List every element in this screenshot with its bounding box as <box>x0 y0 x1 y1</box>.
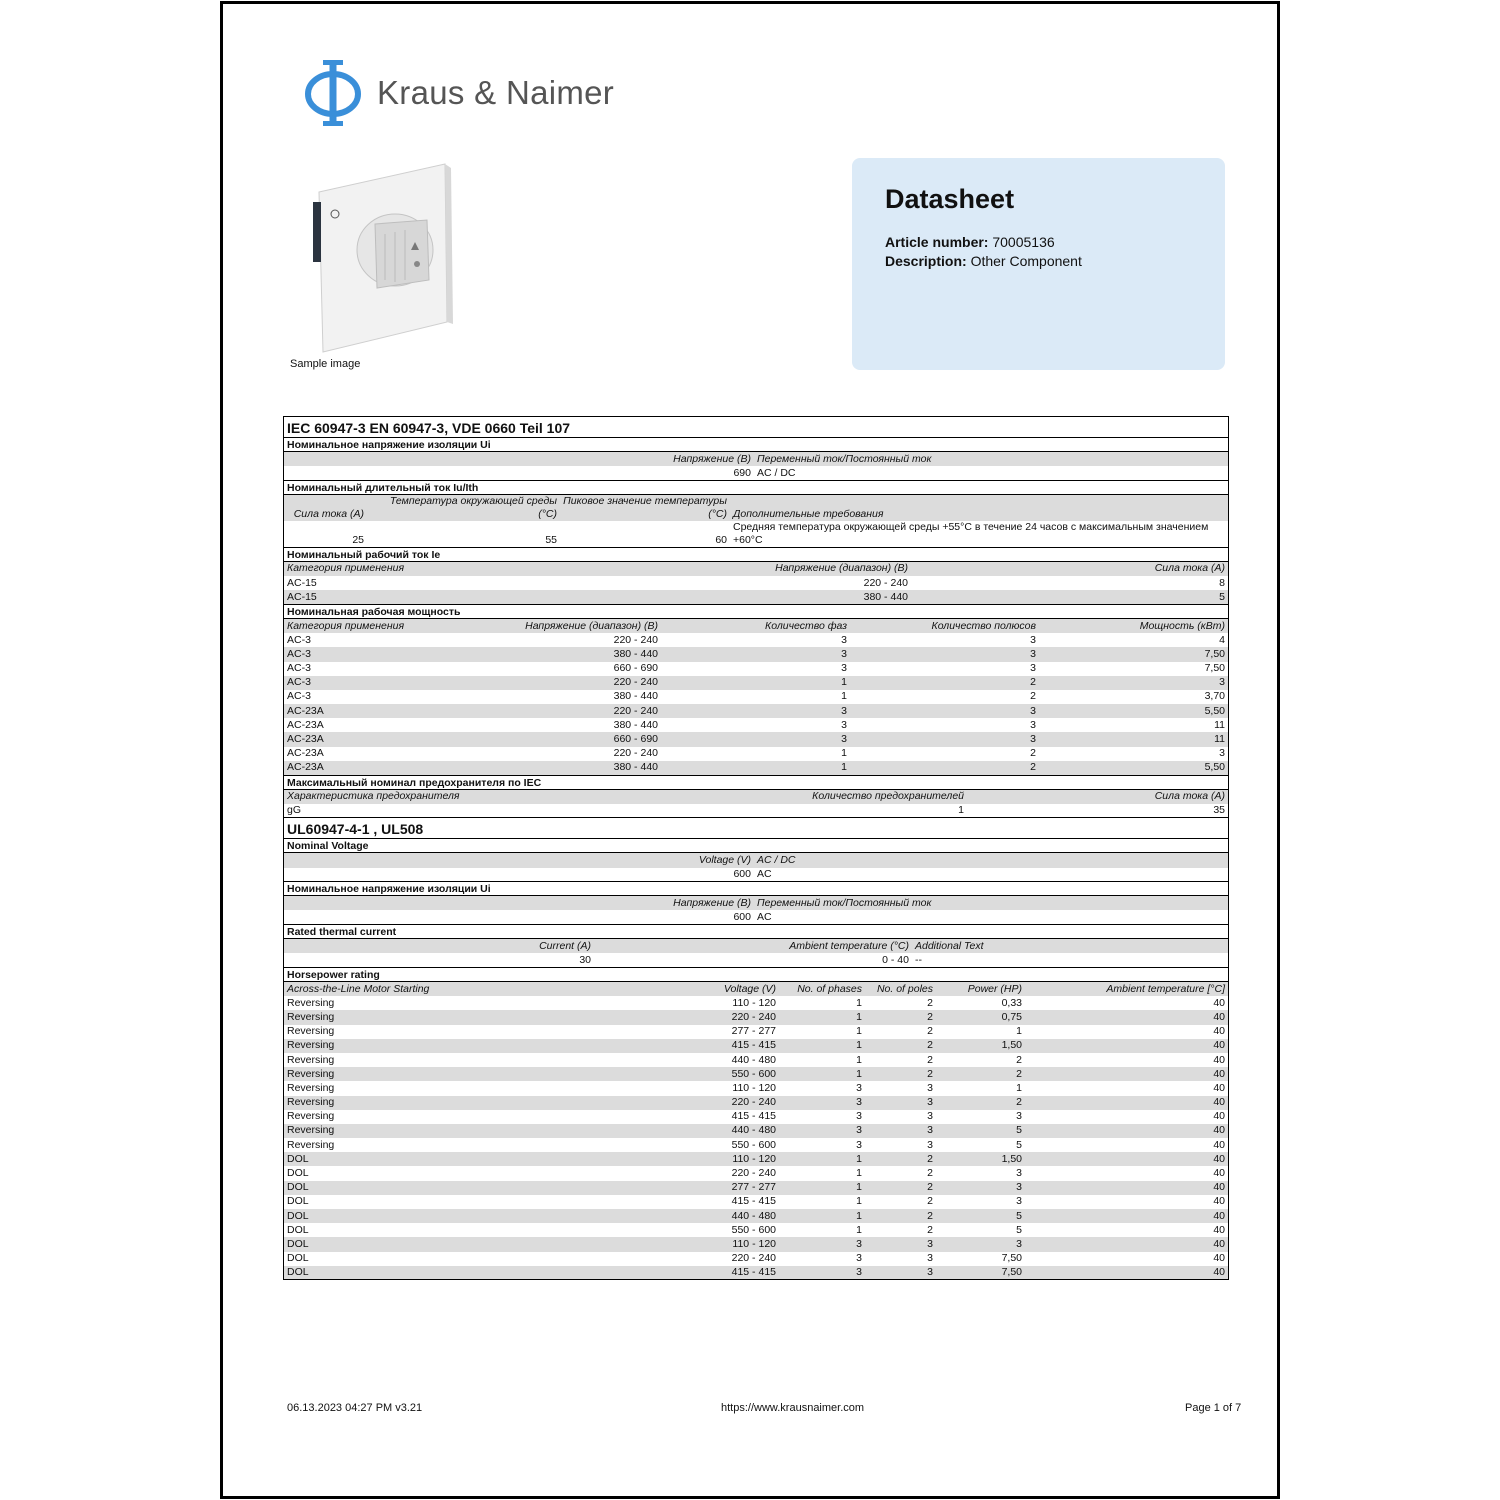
value-cell: AC-3 <box>287 690 311 703</box>
value-cell: 110 - 120 <box>699 1237 779 1251</box>
value-cell: 1 <box>856 1053 862 1066</box>
value-cell: 2 <box>1016 1053 1022 1066</box>
value-cell: 380 - 440 <box>464 647 661 661</box>
table-row <box>284 1223 1228 1237</box>
value-cell: DOL <box>287 1167 309 1180</box>
value-cell: 40 <box>1025 1152 1228 1166</box>
value-cell: 3 <box>1016 1167 1022 1180</box>
table-row <box>284 1266 1228 1280</box>
header-cell: Напряжение (диапазон) (В) <box>584 562 911 576</box>
value-cell: 440 - 480 <box>731 1053 776 1066</box>
value-cell: 1 <box>779 1209 865 1223</box>
value-cell: 380 - 440 <box>584 590 911 604</box>
header-cell: AC / DC <box>754 853 1228 867</box>
value-cell: Reversing <box>287 1138 335 1151</box>
value-cell: Reversing <box>287 1025 335 1038</box>
value-cell: DOL <box>284 1181 699 1195</box>
value-cell: 40 <box>1025 1096 1228 1110</box>
header-cell: Power (HP) <box>936 982 1025 996</box>
ul-insulation-table <box>284 896 1228 925</box>
value-cell: DOL <box>287 1195 309 1208</box>
table-row <box>284 1096 1228 1110</box>
table-row <box>284 1081 1228 1095</box>
header-cell: Переменный ток/Постоянный ток <box>754 452 1228 466</box>
header-cell: Мощность (кВт) <box>1039 619 1228 633</box>
value-cell: 110 - 120 <box>732 996 776 1009</box>
header-cell: Ambient temperature [°C] <box>1025 982 1228 996</box>
value-cell: 5 <box>936 1124 1025 1138</box>
value-cell: 3 <box>661 647 850 661</box>
table-row <box>284 1039 1228 1053</box>
value-cell: AC-23A <box>284 761 464 775</box>
value-cell: 1 <box>856 1223 862 1236</box>
value-cell: 220 - 240 <box>863 576 908 589</box>
header-cell: Voltage (V) <box>284 853 754 867</box>
value-cell: 1 <box>779 1010 865 1024</box>
header-cell: Характеристика предохранителя <box>284 790 584 804</box>
table-row <box>284 576 1228 590</box>
value-cell: 1,50 <box>936 1039 1025 1053</box>
value-cell: 3 <box>1016 1195 1022 1208</box>
value-cell: 25 <box>284 521 367 548</box>
value-cell: 1 <box>661 761 850 775</box>
value-cell: 3 <box>1219 747 1225 760</box>
table-row <box>284 1252 1228 1266</box>
value-cell: AC-23A <box>287 718 324 731</box>
value-cell: 3,70 <box>1204 690 1225 703</box>
table-row <box>284 1053 1228 1067</box>
product-image <box>305 162 455 354</box>
value-cell: 0,33 <box>1001 996 1022 1009</box>
value-cell: 600 <box>284 910 754 924</box>
value-cell: 2 <box>927 1167 933 1180</box>
value-cell: 220 - 240 <box>464 704 661 718</box>
value-cell: 3 <box>927 1081 933 1094</box>
ul-horsepower-table <box>284 982 1228 1280</box>
value-cell: 1 <box>779 1039 865 1053</box>
value-cell: 2 <box>927 1195 933 1208</box>
table-row <box>284 718 1228 732</box>
value-cell: 2 <box>927 996 933 1009</box>
value-cell: 60 <box>560 521 730 548</box>
value-cell: AC <box>754 868 1228 882</box>
value-cell: 35 <box>967 804 1228 818</box>
header-cell: Дополнительные требования <box>730 495 1228 521</box>
value-cell: DOL <box>284 1209 699 1223</box>
header-cell: Переменный ток/Постоянный ток <box>754 896 1228 910</box>
ul-insulation-title: Номинальное напряжение изоляции Ui <box>284 882 1228 896</box>
value-cell: 3 <box>856 1110 862 1123</box>
value-cell: 220 - 240 <box>731 1252 776 1265</box>
value-cell: 5 <box>1016 1138 1022 1151</box>
footer-timestamp: 06.13.2023 04:27 PM v3.21 <box>287 1402 423 1414</box>
value-cell: 2 <box>865 1039 936 1053</box>
table-row <box>284 761 1228 775</box>
value-cell: 3 <box>1016 1110 1022 1123</box>
article-number-value: 70005136 <box>992 234 1055 250</box>
header-cell: Сила тока (А) <box>911 562 1228 576</box>
value-cell: 40 <box>1213 1167 1225 1180</box>
value-cell: 7,50 <box>936 1266 1025 1280</box>
value-cell: AC <box>754 910 1228 924</box>
value-cell: 40 <box>1025 1181 1228 1195</box>
header-cell: Ambient temperature (°C) <box>594 939 912 953</box>
value-cell: 660 - 690 <box>613 662 658 675</box>
value-cell: DOL <box>284 1237 699 1251</box>
value-cell: AC-23A <box>284 704 464 718</box>
iec-operating-current-table <box>284 562 1228 605</box>
value-cell: 7,50 <box>1204 662 1225 675</box>
value-cell: 2 <box>1030 690 1036 703</box>
header-cell: Категория применения <box>284 619 464 633</box>
value-cell: 40 <box>1025 1124 1228 1138</box>
value-cell: 11 <box>1039 732 1228 746</box>
table-row <box>284 633 1228 647</box>
iec-operating-power-title: Номинальная рабочая мощность <box>284 605 1228 619</box>
value-cell: AC-23A <box>287 747 324 760</box>
value-cell: 3 <box>841 633 847 646</box>
value-cell: 8 <box>1219 576 1225 589</box>
header-cell: No. of phases <box>779 982 865 996</box>
datasheet-title: Datasheet <box>885 184 1015 214</box>
table-row <box>284 676 1228 690</box>
value-cell: 3 <box>841 718 847 731</box>
value-cell: Reversing <box>284 1096 699 1110</box>
value-cell: 30 <box>284 953 594 967</box>
value-cell: 550 - 600 <box>731 1223 776 1236</box>
ul-thermal-title: Rated thermal current <box>284 925 1228 939</box>
ul-horsepower-title: Horsepower rating <box>284 968 1228 982</box>
value-cell: AC-3 <box>287 662 311 675</box>
value-cell: Reversing <box>284 1067 699 1081</box>
value-cell: 1 <box>584 804 967 818</box>
value-cell: gG <box>284 804 584 818</box>
value-cell: 1 <box>1016 1081 1022 1094</box>
value-cell: AC-3 <box>287 633 311 646</box>
value-cell: 40 <box>1025 1237 1228 1251</box>
value-cell: 3 <box>1030 633 1036 646</box>
header-cell: Voltage (V) <box>699 982 779 996</box>
iec-operating-current-title: Номинальный рабочий ток Ie <box>284 548 1228 562</box>
value-cell: 1 <box>779 1152 865 1166</box>
description-line <box>885 252 1192 271</box>
value-cell: 3 <box>927 1138 933 1151</box>
description-value: Other Component <box>970 253 1082 269</box>
table-row <box>284 1010 1228 1024</box>
value-cell: 2 <box>927 1025 933 1038</box>
table-row <box>284 1110 1228 1124</box>
value-cell: 1 <box>661 676 850 690</box>
value-cell: 3 <box>936 1237 1025 1251</box>
value-cell: 277 - 277 <box>731 1025 776 1038</box>
value-cell: 40 <box>1213 996 1225 1009</box>
article-number-line <box>885 233 1192 252</box>
value-cell: 415 - 415 <box>699 1266 779 1280</box>
value-cell: 220 - 240 <box>464 676 661 690</box>
table-row <box>284 1237 1228 1251</box>
value-cell: 1 <box>779 1181 865 1195</box>
table-row <box>284 704 1228 718</box>
value-cell: 40 <box>1025 1067 1228 1081</box>
value-cell: 3 <box>865 1237 936 1251</box>
value-cell: 4 <box>1219 633 1225 646</box>
table-row <box>284 1181 1228 1195</box>
header-cell: Current (A) <box>284 939 594 953</box>
table-row <box>284 1195 1228 1209</box>
value-cell: 3 <box>865 1124 936 1138</box>
value-cell: 5,50 <box>1039 704 1228 718</box>
value-cell: 3 <box>850 732 1039 746</box>
value-cell: 660 - 690 <box>464 732 661 746</box>
iec-thermal-title: Номинальный длительный ток Iu/Ith <box>284 481 1228 495</box>
value-cell: 3 <box>936 1181 1025 1195</box>
value-cell: AC-23A <box>284 732 464 746</box>
value-cell: 220 - 240 <box>699 1010 779 1024</box>
value-cell: 110 - 120 <box>732 1081 776 1094</box>
header-cell: Напряжение (В) <box>284 452 754 466</box>
value-cell: 220 - 240 <box>731 1167 776 1180</box>
header-cell: Сила тока (А) <box>967 790 1228 804</box>
value-cell: 3 <box>1030 662 1036 675</box>
value-cell: 3 <box>865 1096 936 1110</box>
value-cell: 5 <box>1016 1223 1022 1236</box>
table-row <box>284 1138 1228 1152</box>
value-cell: 40 <box>1025 1039 1228 1053</box>
value-cell: 1 <box>856 996 862 1009</box>
value-cell: Reversing <box>284 1039 699 1053</box>
value-cell: Reversing <box>287 1110 335 1123</box>
value-cell: 5 <box>911 590 1228 604</box>
table-row <box>284 690 1228 704</box>
value-cell: Средняя температура окружающей среды +55°C в течение 24 часов с максимальным значением +60°C <box>730 521 1228 548</box>
table-row <box>284 996 1228 1010</box>
brand-logo <box>303 58 614 128</box>
table-row <box>284 747 1228 761</box>
iec-insulation-table <box>284 452 1228 481</box>
value-cell: 3 <box>1030 718 1036 731</box>
value-cell: 2 <box>936 1067 1025 1081</box>
value-cell: Reversing <box>287 1081 335 1094</box>
table-row <box>284 590 1228 604</box>
value-cell: AC-3 <box>284 647 464 661</box>
header-cell: Across-the-Line Motor Starting <box>284 982 699 996</box>
value-cell: 1,50 <box>936 1152 1025 1166</box>
header-cell: Количество полюсов <box>850 619 1039 633</box>
value-cell: 415 - 415 <box>699 1039 779 1053</box>
value-cell: 40 <box>1213 1053 1225 1066</box>
value-cell: 690 <box>284 466 754 480</box>
value-cell: 7,50 <box>1039 647 1228 661</box>
value-cell: 11 <box>1214 718 1225 731</box>
value-cell: 220 - 240 <box>613 633 658 646</box>
brand-name: Kraus & Naimer <box>377 74 615 111</box>
article-number-label: Article number: <box>885 234 989 250</box>
header-cell: Количество фаз <box>661 619 850 633</box>
iec-insulation-title: Номинальное напряжение изоляции Ui <box>284 438 1228 452</box>
value-cell: 2 <box>850 676 1039 690</box>
value-cell: 0 - 40 <box>594 953 912 967</box>
value-cell: 3 <box>856 1138 862 1151</box>
iec-section-title: IEC 60947-3 EN 60947-3, VDE 0660 Teil 107 <box>284 417 1228 438</box>
iec-fuse-table <box>284 790 1228 819</box>
value-cell: 110 - 120 <box>699 1152 779 1166</box>
value-cell: DOL <box>287 1223 309 1236</box>
value-cell: 2 <box>927 1053 933 1066</box>
iec-thermal-table <box>284 495 1228 548</box>
table-row <box>284 1209 1228 1223</box>
value-cell: 1 <box>841 690 847 703</box>
value-cell: 1 <box>856 1195 862 1208</box>
header-cell: Пиковое значение температуры (°C) <box>560 495 730 521</box>
value-cell: 1 <box>779 1067 865 1081</box>
value-cell: 3 <box>661 732 850 746</box>
value-cell: 3 <box>841 662 847 675</box>
value-cell: 380 - 440 <box>613 718 658 731</box>
value-cell: 3 <box>856 1081 862 1094</box>
header-cell: Сила тока (А) <box>284 495 367 521</box>
footer-page-number: Page 1 of 7 <box>1185 1402 1242 1414</box>
value-cell: 550 - 600 <box>731 1138 776 1151</box>
value-cell: 600 <box>284 868 754 882</box>
value-cell: 40 <box>1213 1025 1225 1038</box>
value-cell: 277 - 277 <box>699 1181 779 1195</box>
table-row <box>284 662 1228 676</box>
value-cell: 2 <box>1030 747 1036 760</box>
value-cell: 550 - 600 <box>699 1067 779 1081</box>
value-cell: AC-3 <box>284 676 464 690</box>
value-cell: 40 <box>1025 1209 1228 1223</box>
header-cell: Температура окружающей среды (°C) <box>367 495 560 521</box>
value-cell: 2 <box>865 1010 936 1024</box>
value-cell: 3 <box>850 704 1039 718</box>
value-cell: 55 <box>367 521 560 548</box>
value-cell: AC-15 <box>284 590 584 604</box>
value-cell: AC-15 <box>287 576 317 589</box>
value-cell: Reversing <box>284 1010 699 1024</box>
datasheet-page <box>220 1 1280 1499</box>
value-cell: 3 <box>661 704 850 718</box>
value-cell: -- <box>912 953 1228 967</box>
table-row <box>284 1124 1228 1138</box>
ul-section-title: UL60947-4-1 , UL508 <box>284 818 1228 839</box>
iec-fuse-title: Максимальный номинал предохранителя по IEC <box>284 776 1228 790</box>
value-cell: 220 - 240 <box>613 747 658 760</box>
value-cell: 40 <box>1213 1252 1225 1265</box>
table-row <box>284 1025 1228 1039</box>
value-cell: 1 <box>1016 1025 1022 1038</box>
value-cell: 3 <box>927 1252 933 1265</box>
value-cell: 5 <box>936 1209 1025 1223</box>
header-cell: Количество предохранителей <box>584 790 967 804</box>
value-cell: 7,50 <box>1001 1252 1022 1265</box>
iec-operating-power-table <box>284 619 1228 776</box>
phi-logo-icon <box>303 58 363 128</box>
value-cell: 0,75 <box>936 1010 1025 1024</box>
value-cell: 3 <box>779 1124 865 1138</box>
sample-image-caption: Sample image <box>290 358 361 370</box>
table-row <box>284 1152 1228 1166</box>
value-cell: 3 <box>927 1110 933 1123</box>
table-row <box>284 647 1228 661</box>
value-cell: AC / DC <box>754 466 1228 480</box>
value-cell: DOL <box>287 1252 309 1265</box>
value-cell: 40 <box>1025 1010 1228 1024</box>
value-cell: 415 - 415 <box>731 1195 776 1208</box>
value-cell: 40 <box>1025 1266 1228 1280</box>
value-cell: 2 <box>865 1067 936 1081</box>
value-cell: 40 <box>1213 1223 1225 1236</box>
value-cell: 220 - 240 <box>699 1096 779 1110</box>
datasheet-info-box <box>852 158 1225 370</box>
value-cell: 5,50 <box>1039 761 1228 775</box>
value-cell: DOL <box>284 1152 699 1166</box>
description-label: Description: <box>885 253 967 269</box>
value-cell: 2 <box>865 1209 936 1223</box>
value-cell: 1 <box>841 747 847 760</box>
value-cell: 440 - 480 <box>699 1124 779 1138</box>
value-cell: 40 <box>1213 1081 1225 1094</box>
value-cell: 3 <box>850 647 1039 661</box>
value-cell: 40 <box>1213 1195 1225 1208</box>
value-cell: 3 <box>865 1266 936 1280</box>
value-cell: Reversing <box>287 996 335 1009</box>
value-cell: 380 - 440 <box>464 761 661 775</box>
value-cell: Reversing <box>287 1053 335 1066</box>
value-cell: 2 <box>865 1152 936 1166</box>
value-cell: 380 - 440 <box>613 690 658 703</box>
header-cell: Additional Text <box>912 939 1228 953</box>
value-cell: 440 - 480 <box>699 1209 779 1223</box>
table-row <box>284 732 1228 746</box>
specification-tables <box>283 416 1229 1280</box>
value-cell: 3 <box>779 1266 865 1280</box>
table-row <box>284 1166 1228 1180</box>
header-cell: Напряжение (диапазон) (В) <box>464 619 661 633</box>
value-cell: 40 <box>1213 1110 1225 1123</box>
value-cell: 2 <box>865 1181 936 1195</box>
value-cell: 3 <box>779 1237 865 1251</box>
value-cell: 3 <box>779 1096 865 1110</box>
value-cell: 415 - 415 <box>731 1110 776 1123</box>
value-cell: 1 <box>856 1167 862 1180</box>
header-cell: Напряжение (В) <box>284 896 754 910</box>
header-cell: No. of poles <box>865 982 936 996</box>
value-cell: 3 <box>1039 676 1228 690</box>
ul-nominal-voltage-title: Nominal Voltage <box>284 839 1228 853</box>
ul-thermal-table <box>284 939 1228 968</box>
value-cell: Reversing <box>284 1124 699 1138</box>
value-cell: 2 <box>927 1223 933 1236</box>
header-cell: Категория применения <box>284 562 584 576</box>
value-cell: DOL <box>284 1266 699 1280</box>
footer-url[interactable]: https://www.krausnaimer.com <box>721 1402 865 1414</box>
value-cell: 2 <box>936 1096 1025 1110</box>
value-cell: 1 <box>856 1025 862 1038</box>
ul-nominal-voltage-table <box>284 853 1228 882</box>
table-row <box>284 1067 1228 1081</box>
value-cell: 2 <box>850 761 1039 775</box>
value-cell: 3 <box>856 1252 862 1265</box>
value-cell: 40 <box>1213 1138 1225 1151</box>
